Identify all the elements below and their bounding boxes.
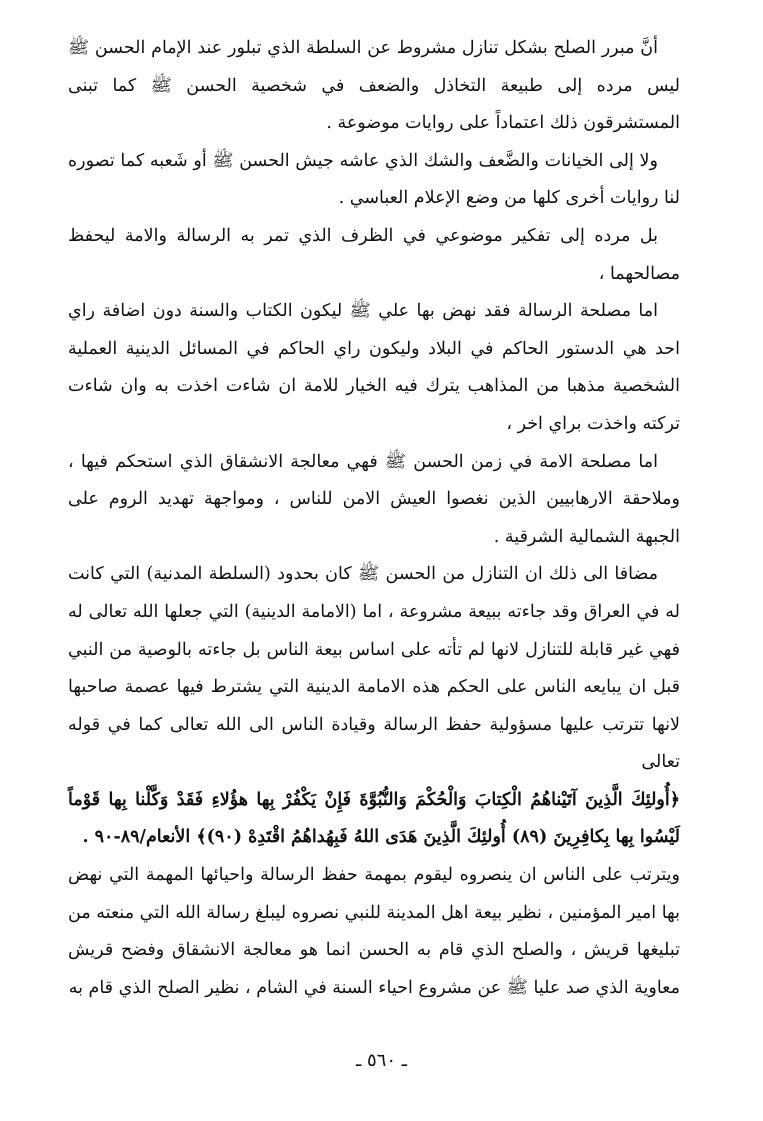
paragraph-7: ويترتب على الناس ان ينصروه ليقوم بمهمة حفظ الرسالة واحيائها المهمة التي نهض بها امير المؤمنين ، نظير بيعة اهل المدينة للنبي نصروه ليبلغ رسالة الله التي منعته من تبليغها قريش ، والصلح الذي قام به الحسن انما هو معالجة الانشقاق وفضح قريش معاوية الذي صد عليا ﷺ عن مشروع احياء السنة في الشام ، نظير الصلح الذي قام به [68, 865, 680, 998]
paragraph-3: بل مرده إلى تفكير موضوعي في الظرف الذي تمر به الرسالة والامة ليحفظ مصالحهما ، [68, 225, 680, 284]
paragraph-5: اما مصلحة الامة في زمن الحسن ﷺ فهي معالجة الانشقاق الذي استحكم فيها ، وملاحقة الارهابيين الذين نغصوا العيش الامن للناس ، ومواجهة تهديد الروم على الجبهة الشمالية الشرقية . [68, 451, 680, 547]
paragraph-6: مضافا الى ذلك ان التنازل من الحسن ﷺ كان بحدود (السلطة المدنية) التي كانت له في العراق وقد جاءته ببيعة مشروعة ، اما (الامامة الدينية) التي جعلها الله تعالى له فهي غير قابلة للتنازل لانها لم تأته على اساس بيعة الناس بل جاءته بالوصية من النبي قبل ان يبايعه الناس على الحكم هذه الامامة الدينية التي يشترط فيها عصمة صاحبها لانها تترتب عليها مسؤولية حفظ الرسالة وقيادة الناس الى الله تعالى كما في قوله تعالى [68, 564, 680, 773]
paragraph-2: ولا إلى الخيانات والضَّعف والشك الذي عاشه جيش الحسن ﷺ أو شَعبه كما تصوره لنا روايات أخرى كلها من وضع الإعلام العباسي . [68, 150, 680, 209]
paragraph-1: أنَّ مبرر الصلح بشكل تنازل مشروط عن السلطة الذي تبلور عند الإمام الحسن ﷺ ليس مرده إلى طبيعة التخاذل والضعف في شخصية الحسن ﷺ كما تبنى المستشرقون ذلك اعتماداً على روايات موضوعة . [68, 38, 680, 134]
page-number: ـ ٥٦٠ ـ [355, 1050, 407, 1071]
page-body [68, 30, 680, 1007]
quran-verse: ﴿أُولئِكَ الَّذِينَ آتَيْناهُمُ الْكِتابَ وَالْحُكْمَ وَالنُّبُوَّةَ فَإِنْ يَكْفُرْ بِها هؤُلاءِ فَقَدْ وَكَّلْنا بِها قَوْماً لَيْسُوا بِها بِكافِرِينَ (٨٩) أُولئِكَ الَّذِينَ هَدَى اللهُ فَبِهُداهُمُ اقْتَدِهْ (٩٠)﴾ الأنعام/٨٩-٩٠ . [68, 789, 680, 848]
paragraph-4: اما مصلحة الرسالة فقد نهض بها علي ﷺ ليكون الكتاب والسنة دون اضافة راي احد هي الدستور الحاكم في البلاد وليكون راي الحاكم في المسائل الدينية العملية الشخصية مذهبا من المذاهب يترك فيه الخيار للامة ان شاءت اخذت به وان شاءت تركته واخذت براي اخر ، [68, 301, 680, 434]
